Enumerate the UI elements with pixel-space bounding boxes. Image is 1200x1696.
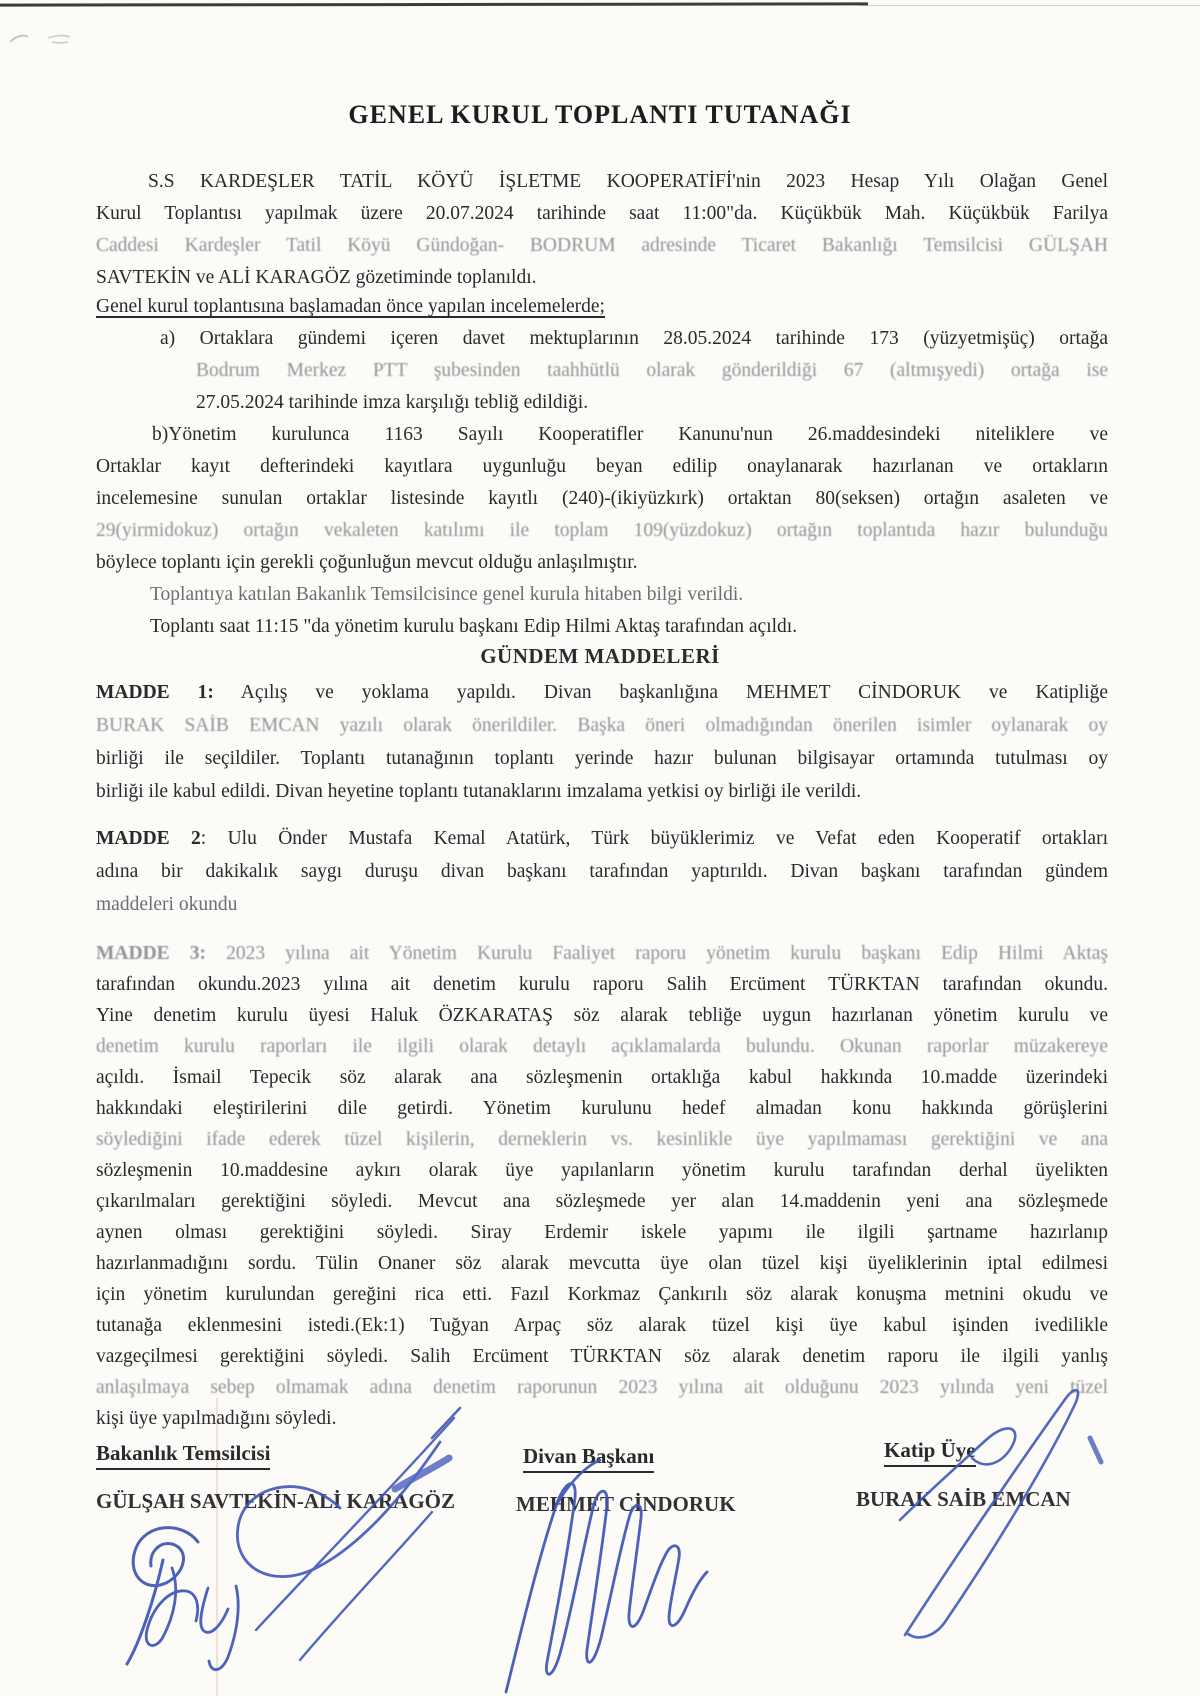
text-line: kişi üye yapılmadığını söyledi. [96, 1408, 337, 1429]
paragraph-madde3 [96, 938, 1108, 1434]
signature-title-divan-baskani: Divan Başkanı [523, 1444, 654, 1473]
text-line: SAVTEKİN ve ALİ KARAGÖZ gözetiminde toplanıldı. [96, 267, 537, 288]
text-line: BURAK SAİB EMCAN yazılı olarak önerildiler. Başka öneri olmadığından önerilen isimler oylanarak oy [96, 715, 1108, 736]
text-line: için yönetim kurulundan gereğini rica etti. Fazıl Korkmaz Çankırılı söz alarak konuşma metnini okudu ve [96, 1284, 1108, 1305]
signature-ink-ali-karagoz [237, 1408, 460, 1660]
madde2-label: MADDE 2 [96, 828, 201, 849]
signature-title-katip-uye: Katip Üye [884, 1438, 976, 1467]
text-line: 27.05.2024 tarihinde imza karşılığı tebliğ edildiği. [196, 392, 589, 413]
text-line: Bodrum Merkez PTT şubesinden taahhütlü olarak gönderildiği 67 (altmışyedi) ortağa ise [196, 360, 1108, 381]
text-line: aynen olması gerektiğini söyledi. Siray Erdemir iskele yapımı ile ilgili şartname hazırlanıp [96, 1222, 1108, 1243]
pencil-mark [48, 36, 70, 43]
text-line: Toplantıya katılan Bakanlık Temsilcisince genel kurula hitaben bilgi verildi. [150, 584, 744, 605]
signature-name-gulsah-savtekin-ali-karagoz: GÜLŞAH SAVTEKİN-ALİ KARAGÖZ [96, 1489, 456, 1513]
text-line: Toplantı saat 11:15 "da yönetim kurulu başkanı Edip Hilmi Aktaş tarafından açıldı. [150, 616, 798, 637]
text-line [96, 676, 1108, 709]
text-line: Genel kurul toplantısına başlamadan önce yapılan incelemelerde; [96, 296, 605, 317]
text-line: açıldı. İsmail Tepecik söz alarak ana sözleşmenin ortaklığa kabul hakkında 10.madde üzerindeki [96, 1067, 1108, 1088]
madde2-first-line: : Ulu Önder Mustafa Kemal Atatürk, Türk büyüklerimiz ve Vefat eden Kooperatif ortakları [200, 828, 1108, 849]
text-line: böylece toplantı için gerekli çoğunluğun mevcut olduğu anlaşılmıştır. [96, 552, 638, 573]
signature-ink-gulsah [127, 1528, 238, 1670]
text-line [96, 822, 1108, 855]
text-line: b)Yönetim kurulunca 1163 Sayılı Kooperatifler Kanunu'nun 26.maddesindeki niteliklere ve [152, 424, 1108, 445]
text-line: vazgeçilmesi gerektiğini söyledi. Salih Ercüment TÜRKTAN söz alarak denetim raporu ile ilgili yanlış [96, 1346, 1108, 1367]
text-line: S.S KARDEŞLER TATİL KÖYÜ İŞLETME KOOPERATİFİ'nin 2023 Hesap Yılı Olağan Genel [148, 171, 1108, 192]
text-line: tarafından okundu.2023 yılına ait denetim kurulu raporu Salih Ercüment TÜRKTAN tarafından okundu. [96, 974, 1108, 995]
text-line: a) Ortaklara gündemi içeren davet mektuplarının 28.05.2024 tarihinde 173 (yüzyetmişüç) ortağa [160, 328, 1108, 349]
scan-edge-line [0, 2, 868, 6]
text-line: hakkındaki eleştirilerini dile getirdi. Yönetim kurulunu hedef almadan konu hakkında görüşlerini [96, 1098, 1108, 1119]
signature-name-mehmet-cindoruk: MEHMET CİNDORUK [516, 1492, 736, 1516]
pencil-mark [10, 36, 28, 42]
text-line: Yine denetim kurulu üyesi Haluk ÖZKARATAŞ söz alarak tebliğe uygun hazırlanan yönetim kurulu ve [96, 1005, 1108, 1026]
text-line: söylediğini ifade ederek tüzel kişilerin, derneklerin vs. kesinlikle üye yapılmaması gerektiğini ve ana [96, 1129, 1108, 1150]
madde1-first-line: Açılış ve yoklama yapıldı. Divan başkanlığına MEHMET CİNDORUK ve Katipliğe [213, 682, 1108, 703]
text-line: denetim kurulu raporları ile ilgili olarak detaylı açıklamalarda bulundu. Okunan raporlar müzakereye [96, 1036, 1108, 1057]
agenda-heading: GÜNDEM MADDELERİ [480, 644, 720, 668]
text-line: birliği ile seçildiler. Toplantı tutanağının toplantı yerinde hazır bulunan bilgisayar ortamında tutulması oy [96, 748, 1108, 769]
madde3-label: MADDE 3: [96, 943, 207, 964]
madde1-label: MADDE 1: [96, 682, 214, 703]
document-title: GENEL KURUL TOPLANTI TUTANAĞI [348, 100, 852, 129]
text-line: incelemesine sunulan ortaklar listesinde kayıtlı (240)-(ikiyüzkırk) ortaktan 80(seksen) ortağın asaleten ve [96, 488, 1108, 509]
signature-title-bakanlik-temsilcisi: Bakanlık Temsilcisi [96, 1441, 270, 1470]
text-line: adına bir dakikalık saygı duruşu divan başkanı tarafından yaptırıldı. Divan başkanı tarafından gündem [96, 861, 1108, 882]
text-line: anlaşılmaya sebep olmamak adına denetim raporunun 2023 yılına ait olduğunu 2023 yılında yeni tüzel [96, 1377, 1108, 1398]
text-line: 29(yirmidokuz) ortağın vekaleten katılımı ile toplam 109(yüzdokuz) ortağın toplantıda hazır bulunduğu [96, 520, 1108, 541]
signature-name-burak-saib-emcan: BURAK SAİB EMCAN [856, 1487, 1071, 1511]
text-line: Ortaklar kayıt defterindeki kayıtlara uygunluğu beyan edilip onaylanarak hazırlanan ve ortakların [96, 456, 1108, 477]
text-line: maddeleri okundu [96, 894, 238, 915]
text-line: çıkarılmaları gerektiğini söyledi. Mevcut ana sözleşmede yer alan 14.maddenin yeni ana sözleşmede [96, 1191, 1108, 1212]
text-line [96, 938, 1108, 969]
text-line: sözleşmenin 10.maddesine aykırı olarak üye yapılanların yönetim kurulu tarafından derhal üyelikten [96, 1160, 1108, 1181]
text-line: tutanağa eklenmesini istedi.(Ek:1) Tuğyan Arpaç söz alarak tüzel kişi üye kabul işinden ivedilikle [96, 1315, 1108, 1336]
paragraph-madde1 [96, 676, 1108, 808]
text-line: Caddesi Kardeşler Tatil Köyü Gündoğan- BODRUM adresinde Ticaret Bakanlığı Temsilcisi GÜLŞAH [96, 235, 1108, 256]
text-line: hazırlanmadığını sordu. Tülin Onaner söz alarak mevcutta üye olan tüzel kişi üyeliklerinin iptal edilmesi [96, 1253, 1108, 1274]
paragraph-madde2 [96, 822, 1108, 921]
text-line: birliği ile kabul edildi. Divan heyetine toplantı tutanaklarını imzalama yetkisi oy birliği ile verildi. [96, 781, 862, 802]
madde3-first-line: 2023 yılına ait Yönetim Kurulu Faaliyet raporu yönetim kurulu başkanı Edip Hilmi Aktaş [206, 943, 1108, 964]
scan-edge-line-faint [860, 5, 1200, 6]
paragraph-inspection [96, 291, 1108, 643]
paragraph-intro [96, 166, 1108, 294]
text-line: Kurul Toplantısı yapılmak üzere 20.07.2024 tarihinde saat 11:00"da. Küçükbük Mah. Küçükbük Farilya [96, 203, 1108, 224]
